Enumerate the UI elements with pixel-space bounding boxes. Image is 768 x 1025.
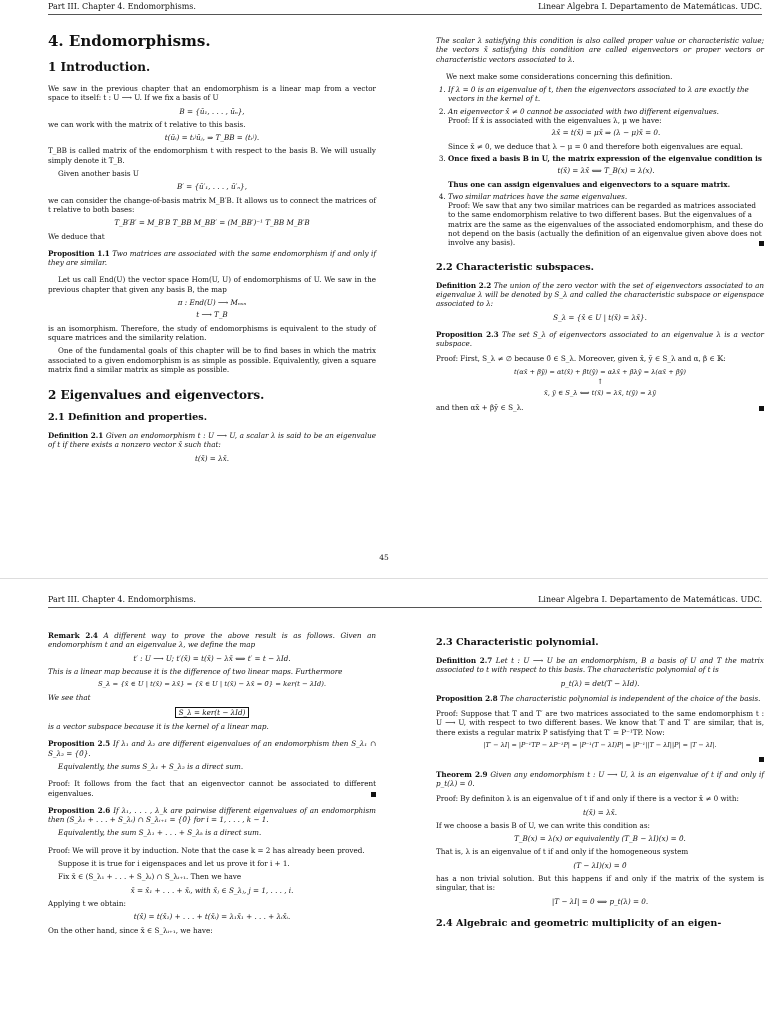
proposition-2-5 bbox=[48, 739, 376, 758]
boxed-equation bbox=[48, 707, 376, 718]
remark-label: Remark 2.4 bbox=[48, 631, 98, 640]
equation: t(x̄) = λx̄ ⟺ T_B(x) = λ(x). bbox=[557, 166, 655, 176]
qed-mark bbox=[371, 792, 376, 797]
equation-map: π : End(U) ⟶ Mₙₓₙ bbox=[177, 298, 247, 308]
equation: (T − λI)(x) = 0̄ bbox=[573, 860, 627, 870]
proposition-2-8 bbox=[436, 694, 764, 703]
proof-text: Proof: By definiton λ is an eigenvalue of t if and only if there is a vector x̄ ≠ 0 with: bbox=[436, 794, 739, 804]
list-item bbox=[448, 192, 764, 248]
proof-text: Proof: If x̄ is associated with the eigenvalues λ, μ we have: bbox=[448, 116, 662, 126]
proposition-text: Two matrices are associated with the same endomorphism if and only if they are similar. bbox=[48, 248, 376, 268]
equation: p_t(λ) = det(T − λId). bbox=[560, 678, 640, 688]
list-item-text: An eigenvector x̄ ≠ 0 cannot be associated with two different eigenvalues. bbox=[448, 106, 719, 116]
remark-text: We see that bbox=[48, 693, 91, 703]
proposition-text: Equivalently, the sums S_λ₁ + S_λ₂ is a direct sum. bbox=[58, 761, 244, 771]
proof-text: On the other hand, since x̄ ∈ S_λᵢ₊₁, we have: bbox=[48, 925, 213, 935]
paragraph: T_BB is called matrix of the endomorphism t with respect to the basis B. We will usually simply denote it T_B. bbox=[48, 146, 376, 165]
qed-mark bbox=[759, 406, 764, 411]
proof-text: That is, λ is an eigenvalue of t if and only if the homogeneous system bbox=[436, 847, 689, 857]
equation: |T′ − λI| = |P⁻¹TP − λP⁻¹P| = |P⁻¹(T − λI)P| = |P⁻¹||T − λI||P| = |T − λI|. bbox=[483, 741, 717, 750]
list-item bbox=[448, 154, 764, 189]
equation: x̄ = x̄₁ + . . . + x̄ᵢ, with x̄ⱼ ∈ S_λⱼ, j = 1, . . . , i. bbox=[130, 885, 294, 895]
equation-map-2: t ⟶ T_B bbox=[196, 310, 228, 320]
running-header bbox=[48, 2, 762, 11]
equation-basis-prime: B′ = {ū′₁, . . . , ū′ₙ}, bbox=[176, 182, 248, 192]
header-left: Part III. Chapter 4. Endomorphisms. bbox=[48, 595, 196, 604]
remark-text: is a vector subspace because it is the kernel of a linear map. bbox=[48, 722, 269, 732]
right-column bbox=[436, 36, 764, 416]
subsection-2-2-title: 2.2 Characteristic subspaces. bbox=[436, 261, 594, 273]
section-1-title: 1 Introduction. bbox=[48, 60, 151, 74]
proof-end bbox=[436, 403, 764, 412]
header-left: Part III. Chapter 4. Endomorphisms. bbox=[48, 2, 196, 11]
equation-basis: B = {ū₁, . . . , ūₙ}, bbox=[179, 106, 245, 116]
left-column bbox=[48, 631, 376, 939]
proof-text: Proof: It follows from the fact that an eigenvector cannot be associated to different eigenvalues. bbox=[48, 779, 376, 798]
proposition-text: If λ₁ and λ₂ are different eigenvalues of an endomorphism then S_λ₁ ∩ S_λ₂ = {0̄}. bbox=[48, 739, 376, 758]
subsection-2-1-title: 2.1 Definition and properties. bbox=[48, 412, 208, 424]
section-2-title: 2 Eigenvalues and eigenvectors. bbox=[48, 388, 265, 403]
equation: t(x̄) = λx̄. bbox=[582, 807, 618, 817]
equation-change-of-basis: T_B′B′ = M_B′B T_BB M_BB′ = (M_BB′)⁻¹ T_BB M_B′B bbox=[114, 218, 310, 228]
proof-end bbox=[436, 754, 764, 763]
proof bbox=[48, 779, 376, 798]
paragraph: Given another basis U bbox=[58, 169, 139, 179]
qed-mark bbox=[759, 241, 764, 246]
remark-text: A different way to prove the above result is as follows. Given an endomorphism t and an eigenvalue λ, we define the map bbox=[48, 631, 376, 650]
proof-text: Proof: First, S_λ ≠ ∅ because 0̄ ∈ S_λ. Moreover, given x̄, ȳ ∈ S_λ and α, β ∈ 𝕂: bbox=[436, 354, 726, 364]
left-column bbox=[48, 32, 376, 467]
equation: t(αx̄ + βȳ) = αt(x̄) + βt(ȳ) = αλx̄ + βλȳ = λ(αx̄ + βȳ) bbox=[514, 367, 686, 376]
proposition-2-6 bbox=[48, 806, 376, 825]
intro-paragraph: We saw in the previous chapter that an endomorphism is a linear map from a vector space to itself: t : U ⟶ U. If we fix a basis of U bbox=[48, 84, 376, 103]
proof-text: Since x̄ ≠ 0, we deduce that λ − μ = 0 and therefore both eigenvalues are equal. bbox=[448, 141, 743, 151]
remark-text: This is a linear map because it is the difference of two linear maps. Furthermore bbox=[48, 666, 343, 676]
chapter-title: 4. Endomorphisms. bbox=[48, 32, 211, 50]
header-right: Linear Algebra I. Departamento de Matemáticas. UDC. bbox=[538, 595, 762, 604]
definition-text: Let t : U ⟶ U be an endomorphism, B a basis of U and T the matrix associated to t with respect to this basis. The characteristic polynomial of t is bbox=[436, 656, 764, 675]
definition-text: Given an endomorphism t : U ⟶ U, a scalar λ is said to be an eigenvalue of t if there exists a nonzero vector x̄ such that: bbox=[48, 431, 376, 450]
theorem-label: Theorem 2.9 bbox=[436, 769, 488, 779]
equation: λx̄ = t(x̄) = μx̄ ⇒ (λ − μ)x̄ = 0. bbox=[551, 128, 661, 138]
definition-label: Definition 2.2 bbox=[436, 280, 492, 290]
boxed-formula: S_λ = ker(t − λId) bbox=[175, 707, 250, 718]
paragraph: Let us call End(U) the vector space Hom(U, U) of endomorphisms of U. We saw in the previous chapter that given any basis B, the map bbox=[48, 275, 376, 294]
definition-2-1 bbox=[48, 431, 376, 450]
proposition-text: The characteristic polynomial is independent of the choice of the basis. bbox=[499, 693, 761, 703]
proposition-label: Proposition 2.8 bbox=[436, 693, 498, 703]
paragraph: The scalar λ satisfying this condition is also called proper value or characteristic value; the vectors x̄ satisfying this condition are called eigenvectors or proper vectors or characteristic vectors associated to λ. bbox=[436, 36, 764, 64]
paragraph: we can work with the matrix of t relative to this basis. bbox=[48, 119, 246, 129]
paragraph: is an isomorphism. Therefore, the study of endomorphisms is equivalent to the study of square matrices and the similarity relation. bbox=[48, 323, 376, 342]
considerations-list bbox=[436, 85, 764, 247]
proof-text: Proof: We saw that any two similar matrices can be regarded as matrices associated to the same endomorphism relative to two different bases. But the eigenvalues of a matrix are the same as the eigenvalues of the associated endomorphism, and these do not depend on the basis (actually the definition of an eigenvalue given above does not involve any basis). bbox=[448, 201, 764, 248]
proposition-text: Equivalently, the sum S_λ₁ + . . . + S_λₖ is a direct sum. bbox=[58, 828, 262, 838]
definition-label: Definition 2.1 bbox=[48, 431, 104, 441]
qed-mark bbox=[759, 757, 764, 762]
running-header bbox=[48, 595, 762, 604]
proposition-2-3 bbox=[436, 330, 764, 349]
equation: S_λ = {x̄ ∈ U | t(x̄) = λx̄} = {x̄ ∈ U | t(x̄) − λx̄ = 0̄} = ker(t − λId). bbox=[97, 680, 327, 689]
proof-text: If we choose a basis B of U, we can write this condition as: bbox=[436, 820, 650, 830]
page-number: 45 bbox=[379, 553, 389, 562]
proof-text: has a non trivial solution. But this happens if and only if the matrix of the system is singular, that is: bbox=[436, 874, 764, 893]
list-item-bold: Thus one can assign eigenvalues and eigenvectors to a square matrix. bbox=[448, 179, 731, 189]
paragraph: We next make some considerations concerning this definition. bbox=[446, 71, 673, 81]
equation: t′ : U ⟶ U; t′(x̄) = t(x̄) − λx̄ ⟺ t′ = t − λId. bbox=[133, 653, 291, 663]
theorem-2-9 bbox=[436, 770, 764, 789]
page-46 bbox=[0, 578, 768, 1025]
proof-text: and then αx̄ + βȳ ∈ S_λ. bbox=[436, 402, 524, 412]
equation: |T − λI| = 0 ⟺ p_t(λ) = 0. bbox=[551, 896, 649, 906]
header-rule bbox=[48, 14, 762, 15]
equation-matrix: t(ūᵢ) = tᵢʲūⱼ, ⇒ T_BB = (tᵢʲ). bbox=[164, 133, 260, 143]
proposition-text: The set S_λ of eigenvectors associated to an eigenvalue λ is a vector subspace. bbox=[436, 329, 764, 349]
definition-label: Definition 2.7 bbox=[436, 656, 493, 665]
proposition-1-1 bbox=[48, 249, 376, 268]
subsection-2-3-title: 2.3 Characteristic polynomial. bbox=[436, 637, 599, 648]
proposition-label: Proposition 2.3 bbox=[436, 329, 499, 339]
equation: t(x̄) = t(x̄₁) + . . . + t(x̄ᵢ) = λ₁x̄₁ + . . . + λᵢx̄ᵢ. bbox=[133, 912, 291, 922]
equation: x̄, ȳ ∈ S_λ ⟺ t(x̄) = λx̄, t(ȳ) = λȳ bbox=[543, 389, 657, 398]
header-rule bbox=[48, 607, 762, 608]
subsection-2-4-title: 2.4 Algebraic and geometric multiplicity of an eigen- bbox=[436, 917, 722, 929]
header-right: Linear Algebra I. Departamento de Matemáticas. UDC. bbox=[538, 2, 762, 11]
proposition-label: Proposition 2.6 bbox=[48, 805, 111, 815]
paragraph: One of the fundamental goals of this chapter will be to find bases in which the matrix associated to a given endomorphism is as simple as possible. Equivalently, given a square matrix find a similar matrix as simple as possible. bbox=[48, 346, 376, 374]
proposition-label: Proposition 1.1 bbox=[48, 248, 110, 258]
paragraph: We deduce that bbox=[48, 231, 105, 241]
equation: S_λ = {x̄ ∈ U | t(x̄) = λx̄}. bbox=[553, 312, 647, 322]
proof-text: Fix x̄ ∈ (S_λ₁ + . . . + S_λᵢ) ∩ S_λᵢ₊₁. Then we have bbox=[58, 872, 242, 882]
definition-2-2 bbox=[436, 281, 764, 309]
definition-2-7 bbox=[436, 656, 764, 675]
proposition-label: Proposition 2.5 bbox=[48, 739, 111, 749]
arrow-up: ↑ bbox=[596, 377, 604, 387]
definition-text: The union of the zero vector with the set of eigenvectors associated to an eigenvalue λ will be denoted by S_λ and called the characteristic subspace or eigenspace associated to λ: bbox=[436, 280, 764, 309]
theorem-text: Given any endomorphism t : U ⟶ U, λ is an eigenvalue of t if and only if p_t(λ) = 0. bbox=[436, 769, 764, 788]
proposition-text: If λ₁, . . . , λ_k are pairwise different eigenvalues of an endomorphism then (S_λ₁ + . . . + S_λᵢ) ∩ S_λᵢ₊₁ = {0̄} for i = 1, . . . , k − 1. bbox=[48, 805, 376, 825]
paragraph: we can consider the change-of-basis matrix M_B′B. It allows us to connect the matrices of t relative to both bases: bbox=[48, 195, 376, 214]
list-item: 1. If λ = 0 is an eigenvalue of t, then the eigenvectors associated to λ are exactly the vectors in the kernel of t. bbox=[448, 85, 764, 104]
list-item-text: Two similar matrices have the same eigenvalues. bbox=[448, 191, 628, 201]
proof-text: Proof: Suppose that T and T′ are two matrices associated to the same endomorphism t : U ⟶ U, with respect to two different bases. We know that T and T′ are similar, that is, there exists a regular matrix P satisfying that T′ = P⁻¹TP. Now: bbox=[436, 709, 764, 737]
equation: T_B(x) = λ(x) or equivalently (T_B − λI)(x) = 0̄. bbox=[514, 834, 686, 844]
right-column bbox=[436, 631, 764, 937]
remark-2-4 bbox=[48, 631, 376, 650]
proof-text: Proof: We will prove it by induction. Note that the case k = 2 has already been proved. bbox=[48, 845, 365, 855]
list-item bbox=[448, 107, 764, 151]
proof-text: Suppose it is true for i eigenspaces and let us prove it for i + 1. bbox=[58, 859, 290, 869]
equation-eigen: t(x̄) = λx̄. bbox=[194, 453, 230, 463]
proof-text: Applying t we obtain: bbox=[48, 898, 126, 908]
list-item-text: Once fixed a basis B in U, the matrix expression of the eigenvalue condition is bbox=[448, 153, 762, 163]
